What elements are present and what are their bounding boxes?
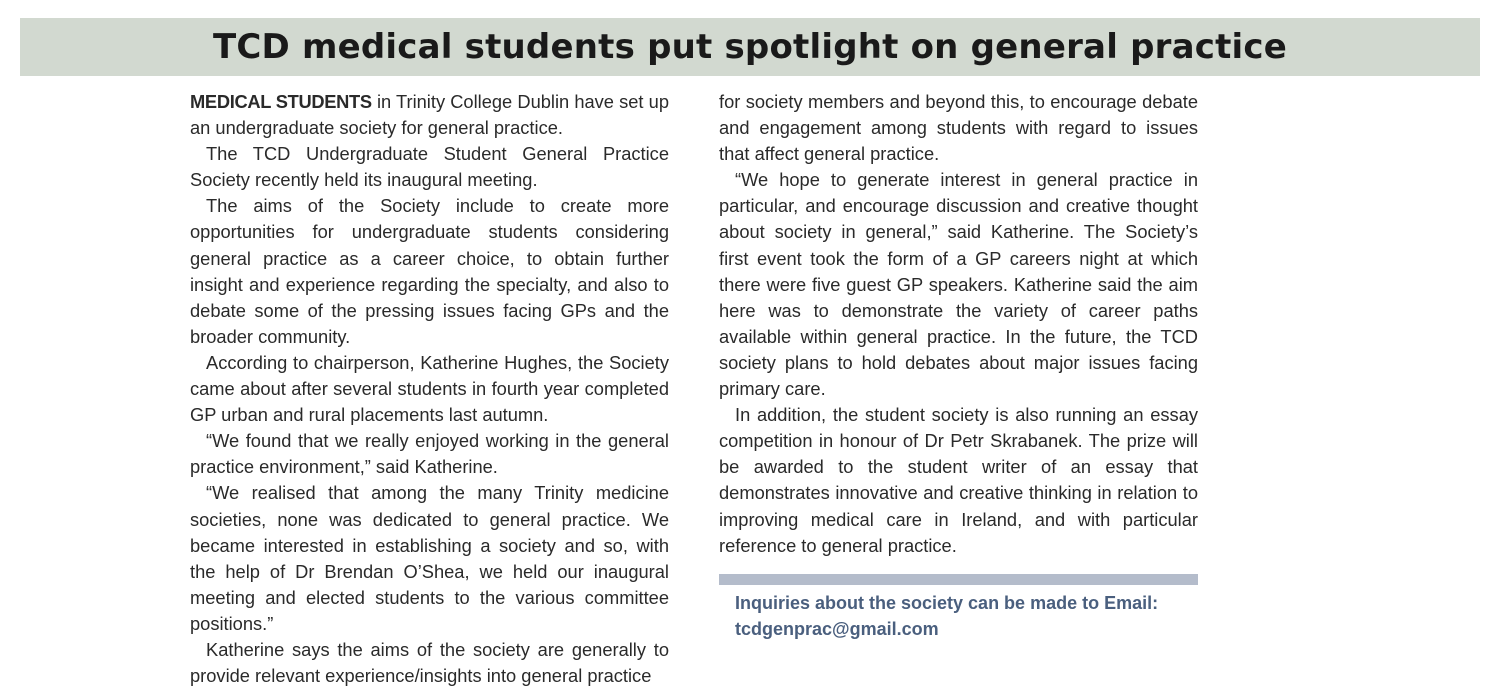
article-paragraph: “We realised that among the many Trinity medicine societies, none was dedicated to general practice. We became interested in establishing a society and so, with the help of Dr Brendan O’Shea, we held our inaugural meeting and elected students to the various committee positions.” bbox=[190, 482, 669, 634]
paragraph-text: in Trinity College Dublin have set up an undergraduate society for general practice. bbox=[190, 91, 669, 139]
article-headline: TCD medical students put spotlight on general practice bbox=[212, 27, 1288, 67]
article-paragraph bbox=[190, 89, 669, 141]
article-paragraph: Katherine says the aims of the society are generally to provide relevant experience/insights into general practice bbox=[190, 638, 669, 687]
article-column-left bbox=[190, 89, 669, 689]
article-paragraph: In addition, the student society is also running an essay competition in honour of Dr Petr Skrabanek. The prize will be awarded to the student writer of an essay that demonstrates innovative and creative thinking in relation to improving medical care in Ireland, and with particular reference to general practice. bbox=[719, 404, 1198, 556]
article-paragraph: “We found that we really enjoyed working in the general practice environment,” said Katherine. bbox=[190, 430, 669, 478]
article-paragraph: for society members and beyond this, to encourage debate and engagement among students with regard to issues that affect general practice. bbox=[719, 91, 1198, 165]
contact-label: Inquiries about the society can be made to Email: bbox=[735, 592, 1159, 613]
article-column-right bbox=[719, 89, 1198, 642]
article-paragraph: According to chairperson, Katherine Hughes, the Society came about after several students in fourth year completed GP urban and rural placements last autumn. bbox=[190, 351, 669, 426]
headline-banner bbox=[20, 18, 1480, 76]
article-paragraph: The TCD Undergraduate Student General Practice Society recently held its inaugural meeting. bbox=[190, 143, 669, 191]
article-paragraph: The aims of the Society include to create more opportunities for undergraduate students considering general practice as a career choice, to obtain further insight and experience regarding the specialty, and also to debate some of the pressing issues facing GPs and the broader community. bbox=[190, 195, 669, 347]
contact-email: tcdgenprac@gmail.com bbox=[735, 618, 939, 639]
lead-caps: MEDICAL STUDENTS bbox=[190, 91, 372, 112]
article-paragraph: “We hope to generate interest in general practice in particular, and encourage discussion and creative thought about society in general,” said Katherine. The Society’s first event took the form of a GP careers night at which there were five guest GP speakers. Katherine said the aim here was to demonstrate the variety of career paths available within general practice. In the future, the TCD society plans to hold debates about major issues facing primary care. bbox=[719, 169, 1198, 400]
contact-divider bbox=[719, 574, 1198, 585]
